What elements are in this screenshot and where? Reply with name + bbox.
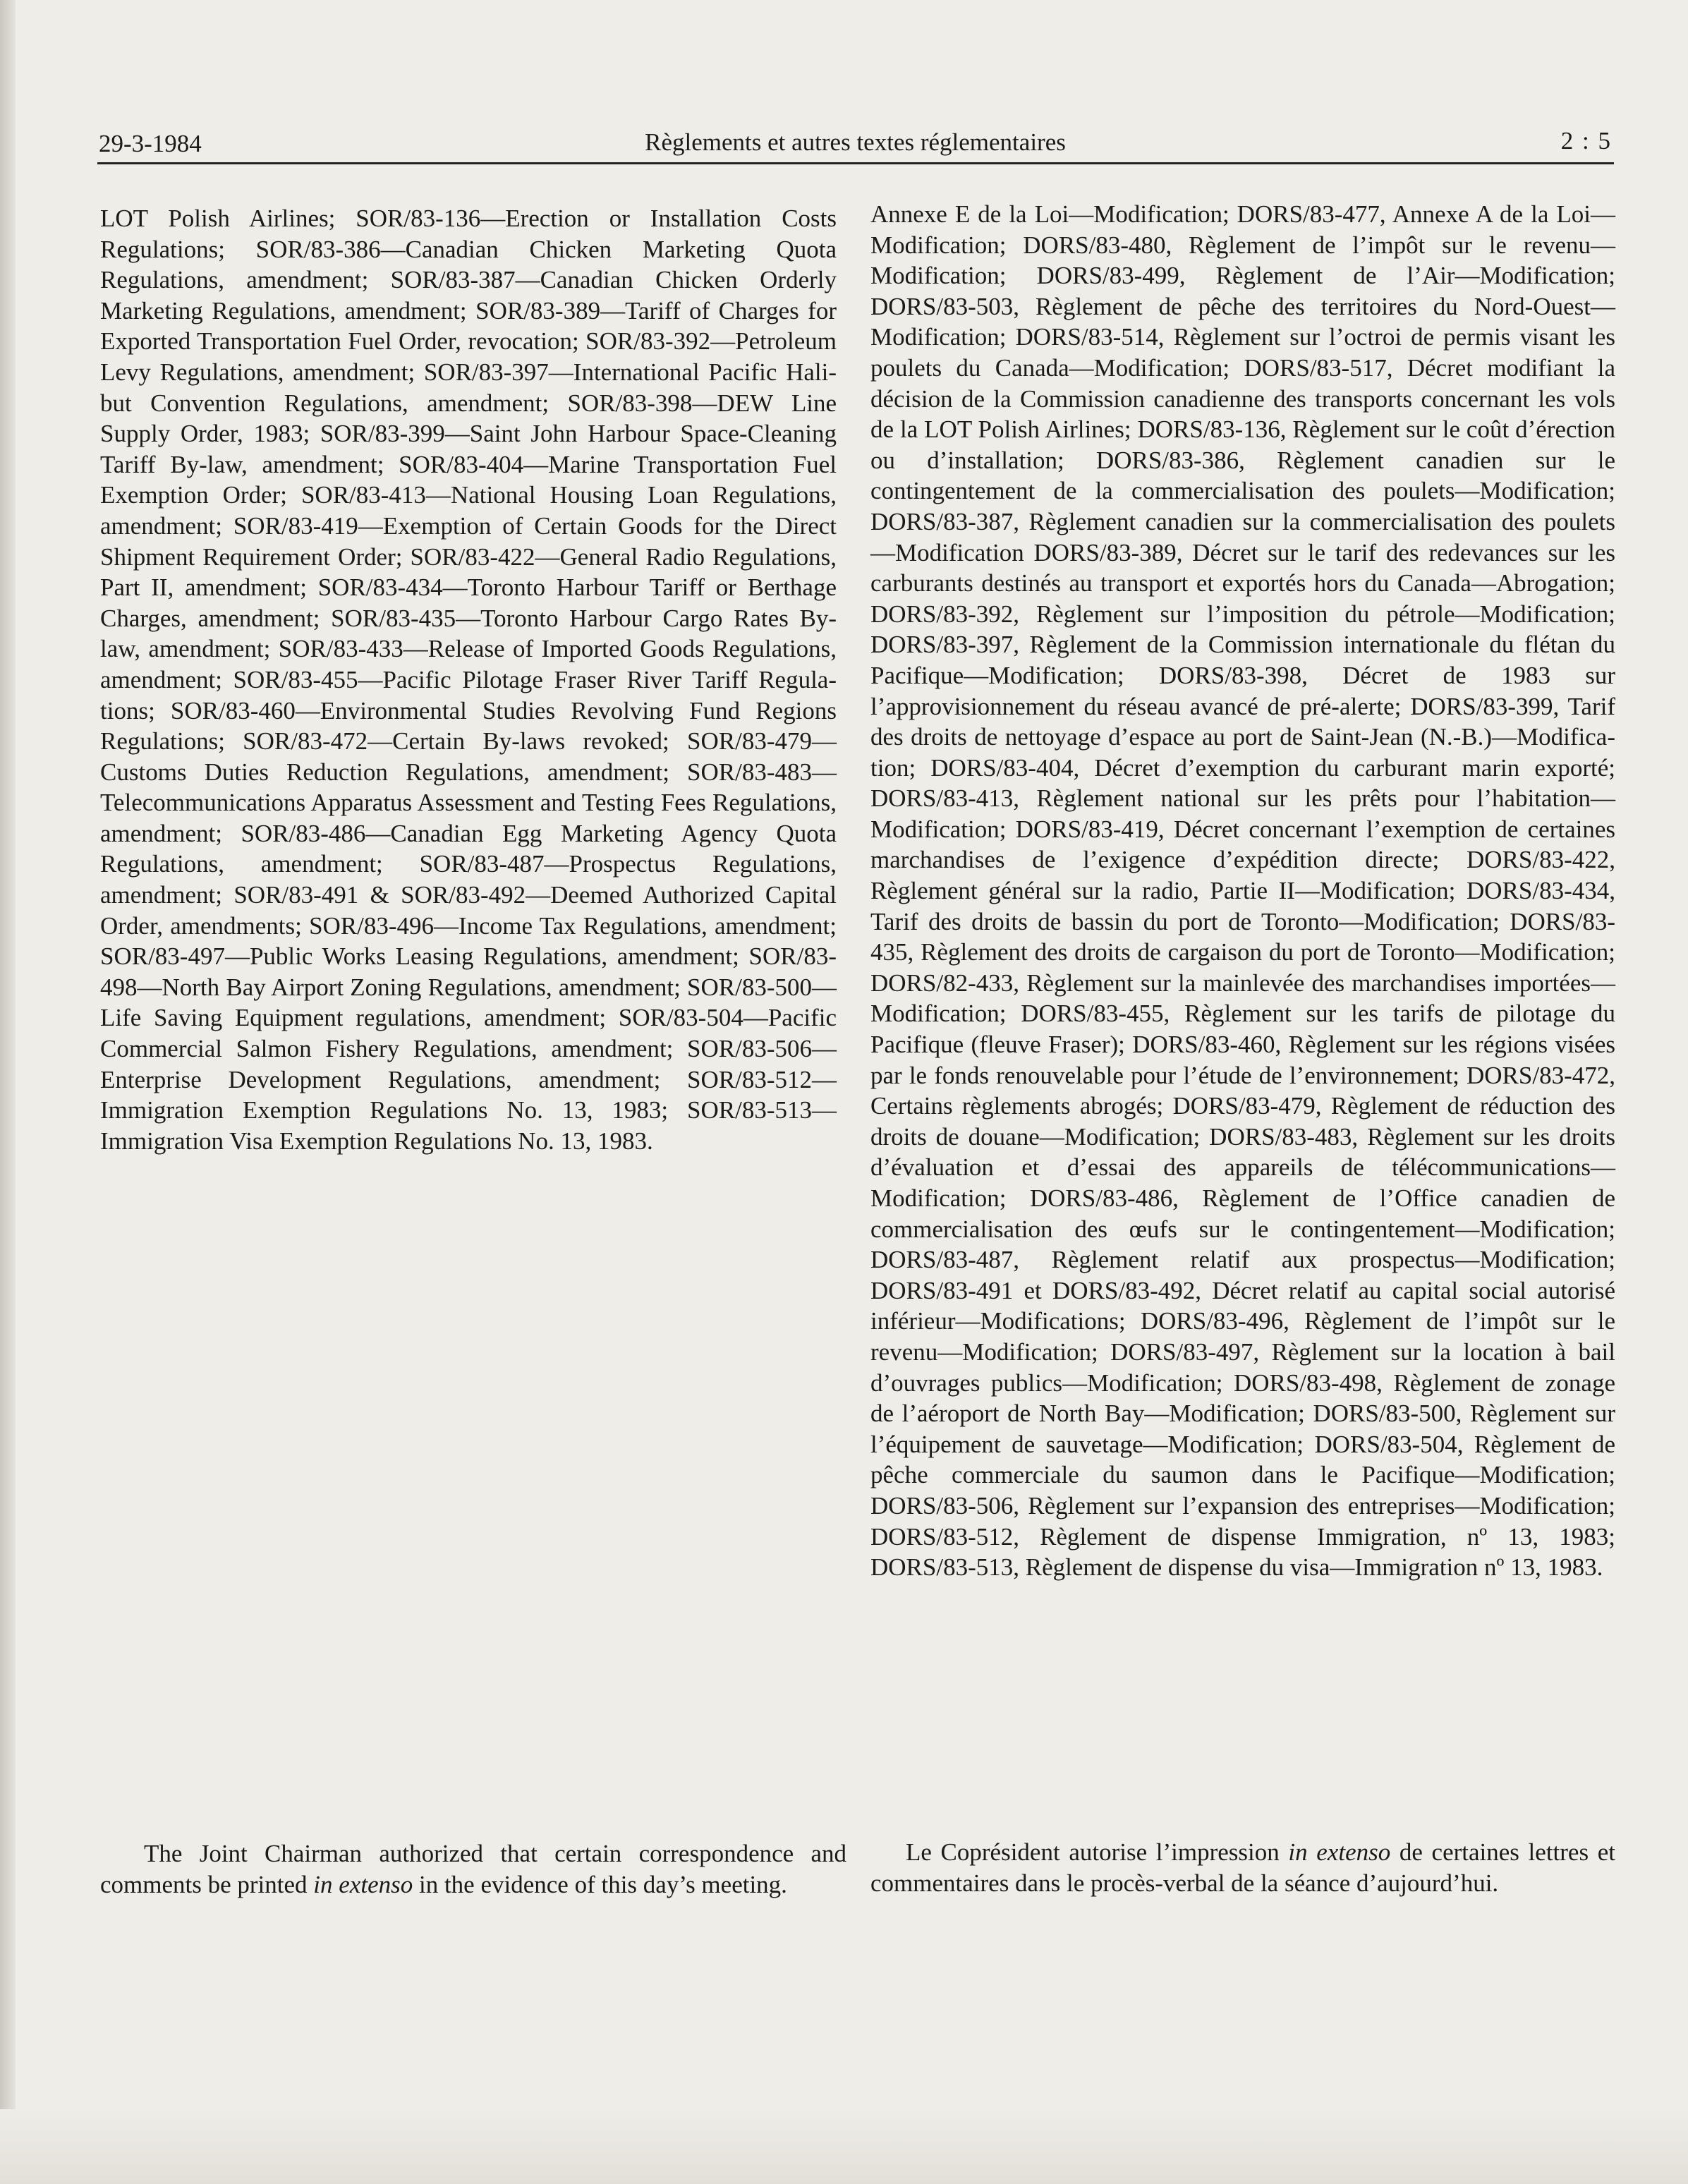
english-column bbox=[100, 203, 846, 1898]
running-head bbox=[99, 121, 1612, 161]
header-page-number: 2 : 5 bbox=[1560, 127, 1612, 154]
header-date: 29-3-1984 bbox=[99, 130, 202, 157]
french-closing-text-end: de certaines lettres et commentaires dans le procès-verbal de la séance d’aujourd’hui. bbox=[870, 1838, 1615, 1897]
page-bottom-shadow bbox=[0, 2109, 1688, 2184]
french-closing-emphasis: in extenso bbox=[1288, 1838, 1391, 1866]
header-title: Règlements et autres textes réglementaires bbox=[645, 128, 1066, 156]
french-closing-text-start: Le Coprésident autorise l’impression bbox=[906, 1838, 1289, 1866]
french-instrument-list: Annexe E de la Loi—Modification; DORS/83-477, Annexe A de la Loi—Modification; DORS/83-480, Règlement de l’impôt sur le revenu—Modification; DORS/83-499, Règlement de l’Air—Modification; DORS/83-503, Règlement de pêche des territoires du Nord-Ouest—Modification; DORS/83-514, Règlement sur l’octroi de permis visant les poulets du Canada—Modification; DORS/83-517, Décret modifiant la décision de la Commission canadienne des transports concernant les vols de la LOT Polish Airlines; DORS/83-136, Règlement sur le coût d’érection ou d’installation; DORS/83-386, Règlement canadien sur le contingentement de la commercialisation des poulets—Modification; DORS/83-387, Règlement canadien sur la commercialisation des poulets—Modification DORS/83-389, Décret sur le tarif des redevances sur les carburants destinés au transport et exportés hors du Canada—Abrogation; DORS/83-392, Règlement sur l’imposition du pétrole—Modification; DORS/83-397, Règlement de la Commission internationale du flétan du Pacifique—Modification; DORS/83-398, Décret de 1983 sur l’approvisionnement du réseau avancé de pré-alerte; DORS/83-399, Tarif des droits de nettoyage d’espace au port de Saint-Jean (N.-B.)—Modification; DORS/83-404, Décret d’exemption du carburant marin exporté; DORS/83-413, Règlement national sur les prêts pour l’habitation—Modification; DORS/83-419, Décret concernant l’exemption de certaines marchandises de l’exigence d’expédition directe; DORS/83-422, Règlement général sur la radio, Partie II—Modification; DORS/83-434, Tarif des droits de bassin du port de Toronto—Modification; DORS/83-435, Règlement des droits de cargaison du port de Toronto—Modification; DORS/82-433, Règlement sur la mainlevée des marchandises importées—Modification; DORS/83-455, Règlement sur les tarifs de pilotage du Pacifique (fleuve Fraser); DORS/83-460, Règlement sur les régions visées par le fonds renouvelable pour l’étude de l’environnement; DORS/83-472, Certains règlements abrogés; DORS/83-479, Règlement de réduction des droits de douane—Modification; DORS/83-483, Règlement sur les droits d’évaluation et d’essai des appareils de télécommunications—Modification; DORS/83-486, Règlement de l’Office canadien de commercialisation des œufs sur le contingentement—Modification; DORS/83-487, Règlement relatif aux prospectus—Modification; DORS/83-491 et DORS/83-492, Décret relatif au capital social autorisé inférieur—Modifications; DORS/83-496, Règlement de l’impôt sur le revenu—Modification; DORS/83-497, Règlement sur la location à bail d’ouvrages publics—Modification; DORS/83-498, Règlement de zonage de l’aéroport de North Bay—Modification; DORS/83-500, Règlement sur l’équipement de sauvetage—Modification; DORS/83-504, Règlement de pêche commerciale du saumon dans le Pacifique—Modification; DORS/83-506, Règlement sur l’expansion des entreprises—Modification; DORS/83-512, Règlement de dispense Immigration, nº 13, 1983; DORS/83-513, Règlement de dispense du visa—Immigration nº 13, 1983. bbox=[870, 200, 1615, 1582]
english-closing-paragraph bbox=[100, 1838, 846, 1900]
french-column bbox=[870, 199, 1615, 1897]
english-closing-text-end: in the evidence of this day’s meeting. bbox=[413, 1870, 787, 1898]
page-binding-edge bbox=[0, 0, 16, 2184]
english-closing-emphasis: in extenso bbox=[313, 1870, 413, 1898]
english-instrument-list: LOT Polish Airlines; SOR/83-136—Erection or Installation Costs Regulations; SOR/83-386—Canadian Chicken Marketing Quota Regulations, amendment; SOR/83-387—Canadian Chicken Orderly Marketing Regulations, amendment; SOR/83-389—Tariff of Charges for Exported Transportation Fuel Order, revocation; SOR/83-392—Petroleum Levy Regulations, amendment; SOR/83-397—International Pacific Halibut Convention Regulations, amendment; SOR/83-398—DEW Line Supply Order, 1983; SOR/83-399—Saint John Harbour Space-Cleaning Tariff By-law, amendment; SOR/83-404—Marine Transportation Fuel Exemption Order; SOR/83-413—National Housing Loan Regulations, amendment; SOR/83-419—Exemption of Certain Goods for the Direct Shipment Requirement Order; SOR/83-422—General Radio Regulations, Part II, amendment; SOR/83-434—Toronto Harbour Tariff or Berthage Charges, amendment; SOR/83-435—Toronto Harbour Cargo Rates By-law, amendment; SOR/83-433—Release of Imported Goods Regulations, amendment; SOR/83-455—Pacific Pilotage Fraser River Tariff Regulations; SOR/83-460—Environmental Studies Revolving Fund Regions Regulations; SOR/83-472—Certain By-laws revoked; SOR/83-479—Customs Duties Reduction Regulations, amendment; SOR/83-483—Telecommunications Apparatus Assessment and Testing Fees Regulations, amendment; SOR/83-486—Canadian Egg Marketing Agency Quota Regulations, amendment; SOR/83-487—Prospectus Regulations, amendment; SOR/83-491 & SOR/83-492—Deemed Authorized Capital Order, amendments; SOR/83-496—Income Tax Regulations, amendment; SOR/83-497—Public Works Leasing Regulations, amendment; SOR/83-498—North Bay Airport Zoning Regulations, amendment; SOR/83-500—Life Saving Equipment regulations, amendment; SOR/83-504—Pacific Commercial Salmon Fishery Regulations, amendment; SOR/83-506—Enterprise Development Regulations, amendment; SOR/83-512—Immigration Exemption Regulations No. 13, 1983; SOR/83-513—Immigration Visa Exemption Regulations No. 13, 1983. bbox=[100, 205, 837, 1155]
english-closing-text-start: The Joint Chairman authorized that certain correspondence and comments be printed bbox=[100, 1840, 846, 1898]
header-rule bbox=[97, 162, 1614, 164]
french-closing-paragraph bbox=[870, 1837, 1615, 1898]
